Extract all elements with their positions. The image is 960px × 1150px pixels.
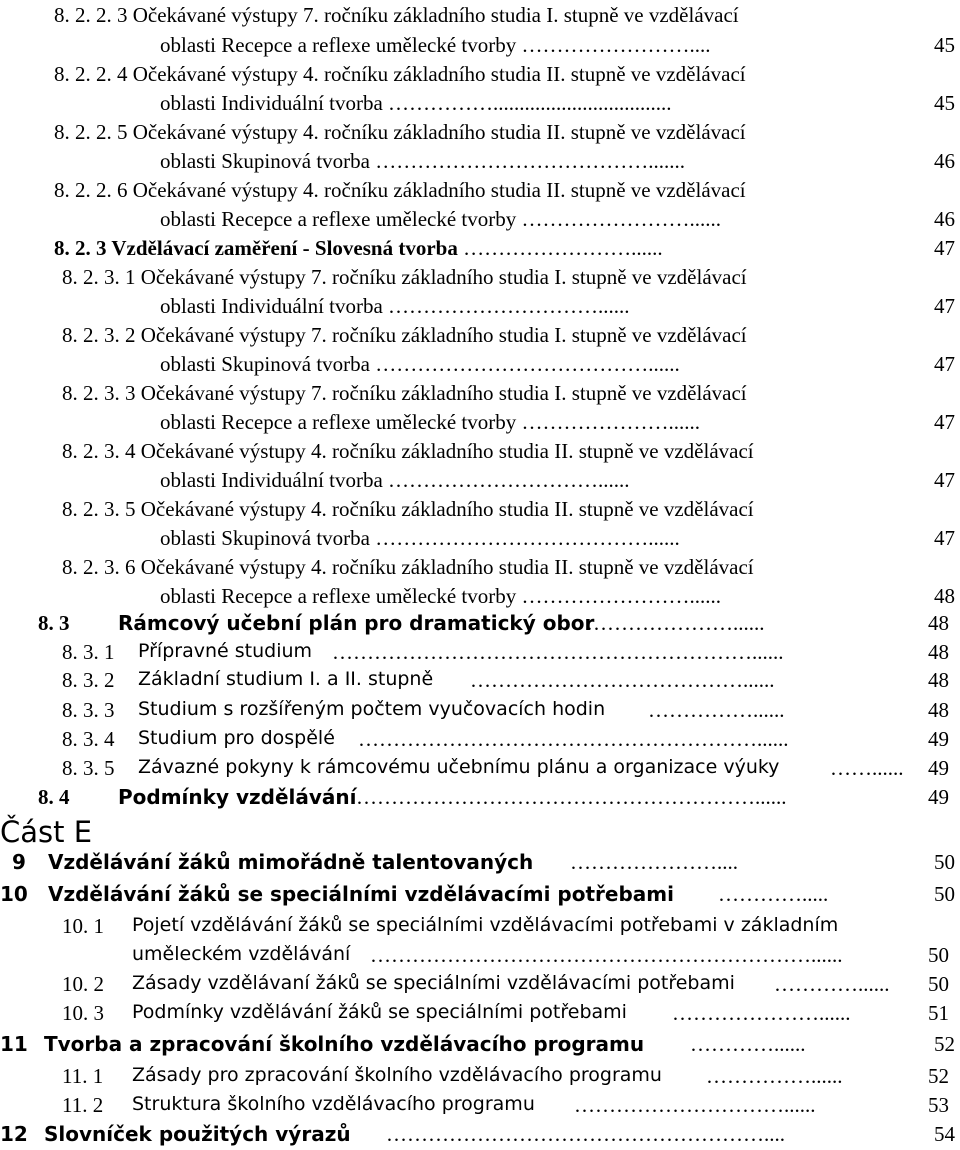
toc-entry-title-cont: oblasti Individuální tvorba	[160, 91, 383, 115]
toc-entry-title: Závazné pokyny k rámcovému učebnímu plánu a organizace výuky	[138, 756, 780, 778]
toc-entry-number: 12	[0, 1122, 28, 1146]
toc-entry-10-1-line1[interactable]	[62, 914, 839, 938]
toc-leader: …………………......	[586, 611, 765, 635]
toc-entry-number: 10	[0, 882, 28, 906]
toc-entry-number: 8. 2. 2. 3	[54, 3, 128, 27]
toc-leader: …………......	[774, 972, 890, 996]
toc-entry-title: Očekávané výstupy 4. ročníku základního studia II. stupně ve vzdělávací	[132, 120, 746, 144]
toc-entry-title: Pojetí vzdělávání žáků se speciálními vzdělávacími potřebami v základním	[132, 914, 839, 936]
toc-page-number: 51	[928, 1001, 949, 1025]
toc-leader: ……………………......	[521, 207, 721, 231]
toc-leader: ……………………......	[463, 236, 663, 260]
toc-leader: …………………………......	[388, 468, 630, 492]
toc-entry-8-2-3-3-line2[interactable]	[160, 412, 960, 433]
toc-entry-title: Očekávané výstupy 7. ročníku základního studia I. stupně ve vzdělávací	[140, 323, 747, 347]
toc-entry-8-3-1[interactable]	[62, 642, 960, 663]
toc-entry-title-cont: oblasti Recepce a reflexe umělecké tvorby	[160, 410, 517, 434]
toc-entry-number: 8. 3. 5	[62, 756, 115, 780]
toc-page-number: 48	[928, 640, 949, 664]
toc-entry-title: Očekávané výstupy 4. ročníku základního studia II. stupně ve vzdělávací	[140, 497, 754, 521]
toc-leader: ……………......	[706, 1064, 843, 1088]
toc-entry-8-2-3-1-line2[interactable]	[160, 296, 960, 317]
toc-leader: ………….....	[718, 882, 829, 906]
toc-leader: ……………......	[648, 698, 785, 722]
toc-page-number: 47	[934, 410, 955, 434]
toc-entry-8-2-3-5-line2[interactable]	[160, 528, 960, 549]
part-heading: Část E	[0, 815, 93, 849]
toc-entry-title: Očekávané výstupy 4. ročníku základního studia II. stupně ve vzdělávací	[132, 62, 746, 86]
toc-entry-10-2[interactable]	[62, 974, 960, 995]
toc-leader: …………......	[690, 1032, 806, 1056]
toc-entry-title: Vzdělávací zaměření - Slovesná tvorba	[111, 236, 458, 260]
toc-entry-8-2-2-3-line1[interactable]	[54, 5, 739, 26]
toc-entry-8-2-2-3-line2[interactable]	[160, 35, 960, 56]
toc-entry-title: Studium pro dospělé	[138, 727, 335, 749]
toc-page-number: 47	[934, 352, 955, 376]
toc-entry-title-cont: oblasti Recepce a reflexe umělecké tvorby	[160, 207, 517, 231]
toc-entry-title: Přípravné studium	[138, 640, 313, 662]
toc-entry-title: Podmínky vzdělávání žáků se speciálními potřebami	[132, 1001, 627, 1023]
toc-entry-10-1-line2[interactable]	[132, 943, 960, 967]
toc-entry-8-2-3-6-line2[interactable]	[160, 586, 960, 607]
toc-entry-number: 8. 2. 3. 3	[62, 381, 136, 405]
toc-page-number: 54	[934, 1122, 955, 1146]
toc-entry-number: 8. 3. 3	[62, 698, 115, 722]
toc-entry-title-cont: oblasti Individuální tvorba	[160, 468, 383, 492]
toc-leader: ………………………………….......	[375, 149, 685, 173]
toc-leader: ……………………………………………………......	[332, 640, 784, 664]
toc-entry-title: Studium s rozšířeným počtem vyučovacích hodin	[138, 698, 606, 720]
toc-entry-8-3[interactable]	[38, 613, 960, 634]
toc-entry-8-2-2-5-line2[interactable]	[160, 151, 960, 172]
toc-entry-8-2-2-4-line2[interactable]	[160, 93, 960, 114]
toc-entry-10[interactable]	[0, 884, 960, 905]
toc-entry-8-2-2-6-line2[interactable]	[160, 209, 960, 230]
toc-page-number: 49	[928, 785, 949, 809]
toc-entry-title-cont: oblasti Skupinová tvorba	[160, 526, 370, 550]
toc-leader: ……………..................................	[388, 91, 672, 115]
toc-entry-number: 8. 2. 3. 5	[62, 497, 136, 521]
toc-page-number: 46	[934, 207, 955, 231]
toc-entry-title: Vzdělávání žáků mimořádně talentovaných	[48, 850, 534, 874]
toc-entry-number: 9	[12, 850, 26, 874]
toc-page-number: 48	[934, 584, 955, 608]
toc-entry-number: 8. 2. 3. 2	[62, 323, 136, 347]
toc-entry-title-cont: oblasti Recepce a reflexe umělecké tvorby	[160, 584, 517, 608]
toc-page-number: 47	[934, 294, 955, 318]
toc-entry-8-2-3-1-line1[interactable]	[62, 267, 747, 288]
toc-entry-title-cont: uměleckém vzdělávání	[132, 943, 351, 965]
toc-leader: ………………………………………………………......	[370, 943, 843, 967]
toc-entry-title: Očekávané výstupy 7. ročníku základního studia I. stupně ve vzdělávací	[140, 265, 747, 289]
toc-entry-title-cont: oblasti Individuální tvorba	[160, 294, 383, 318]
toc-entry-number: 11. 1	[62, 1064, 104, 1088]
toc-entry-number: 8. 2. 2. 4	[54, 62, 128, 86]
toc-entry-8-2-3-3-line1[interactable]	[62, 383, 747, 404]
toc-entry-number: 8. 2. 3. 6	[62, 555, 136, 579]
toc-entry-number: 8. 4	[38, 785, 70, 809]
toc-entry-number: 11. 2	[62, 1093, 104, 1117]
toc-entry-8-3-4[interactable]	[62, 729, 960, 750]
toc-entry-title: Očekávané výstupy 7. ročníku základního studia I. stupně ve vzdělávací	[132, 3, 739, 27]
toc-leader: …………………………………………………......	[358, 727, 789, 751]
toc-entry-number: 8. 3. 4	[62, 727, 115, 751]
toc-entry-8-4[interactable]	[38, 787, 960, 808]
toc-page-number: 48	[928, 668, 949, 692]
toc-leader: …………………......	[521, 410, 700, 434]
toc-entry-number: 8. 2. 2. 5	[54, 120, 128, 144]
toc-entry-number: 8. 2. 3	[54, 236, 107, 260]
toc-entry-title-cont: oblasti Skupinová tvorba	[160, 352, 370, 376]
toc-entry-title: Vzdělávání žáků se speciálními vzdělávacími potřebami	[48, 882, 674, 906]
toc-leader: …………………......	[672, 1001, 851, 1025]
toc-leader: …………………....	[570, 850, 738, 874]
toc-entry-8-2-3-6-line1[interactable]	[62, 557, 754, 578]
toc-page-number: 50	[934, 850, 955, 874]
toc-page-number: 50	[928, 943, 949, 967]
toc-entry-title: Rámcový učební plán pro dramatický obor	[118, 611, 595, 635]
toc-page-number: 47	[934, 236, 955, 260]
toc-entry-11[interactable]	[0, 1034, 960, 1055]
toc-page-number: 48	[928, 611, 949, 635]
toc-entry-8-2-2-5-line1[interactable]	[54, 122, 746, 143]
toc-page-number: 50	[928, 972, 949, 996]
toc-page-number: 47	[934, 468, 955, 492]
toc-page-number: 49	[928, 756, 949, 780]
toc-entry-9[interactable]	[12, 852, 960, 873]
toc-entry-8-2-2-4-line1[interactable]	[54, 64, 746, 85]
toc-entry-number: 10. 1	[62, 914, 104, 938]
toc-entry-title: Slovníček použitých výrazů	[44, 1122, 351, 1146]
toc-entry-number: 10. 3	[62, 1001, 104, 1025]
toc-leader: ……………………....	[521, 33, 711, 57]
toc-entry-11-2[interactable]	[62, 1095, 960, 1116]
toc-entry-8-2-2-6-line1[interactable]	[54, 180, 746, 201]
toc-page-number: 50	[934, 882, 955, 906]
toc-page-number: 47	[934, 526, 955, 550]
toc-entry-number: 11	[0, 1032, 28, 1056]
toc-page-number: 45	[934, 91, 955, 115]
toc-leader: …………………………………………………......	[356, 785, 787, 809]
toc-entry-title: Očekávané výstupy 4. ročníku základního studia II. stupně ve vzdělávací	[140, 555, 754, 579]
toc-entry-number: 8. 3	[38, 611, 70, 635]
toc-entry-8-2-3-4-line1[interactable]	[62, 441, 754, 462]
toc-entry-12[interactable]	[0, 1124, 960, 1145]
toc-entry-number: 8. 3. 2	[62, 668, 115, 692]
toc-leader: …………………………………......	[375, 352, 680, 376]
toc-entry-title-cont: oblasti Skupinová tvorba	[160, 149, 370, 173]
toc-leader: ………………………………………………....	[386, 1122, 785, 1146]
toc-entry-title: Podmínky vzdělávání	[118, 785, 357, 809]
toc-entry-number: 8. 3. 1	[62, 640, 115, 664]
toc-entry-number: 8. 2. 3. 4	[62, 439, 136, 463]
toc-page-number: 49	[928, 727, 949, 751]
toc-entry-number: 10. 2	[62, 972, 104, 996]
toc-entry-8-2-3-4-line2[interactable]	[160, 470, 960, 491]
toc-entry-number: 8. 2. 3. 1	[62, 265, 136, 289]
toc-entry-title: Zásady vzdělávaní žáků se speciálními vzdělávacími potřebami	[132, 972, 735, 994]
toc-leader: …………………………………......	[470, 668, 775, 692]
toc-leader: …………………………......	[574, 1093, 816, 1117]
toc-page-number: 46	[934, 149, 955, 173]
toc-entry-8-2-3-5-line1[interactable]	[62, 499, 754, 520]
toc-entry-title: Tvorba a zpracování školního vzdělávacího programu	[44, 1032, 645, 1056]
toc-entry-title: Očekávané výstupy 4. ročníku základního studia II. stupně ve vzdělávací	[132, 178, 746, 202]
toc-page-number: 45	[934, 33, 955, 57]
toc-page-number: 52	[928, 1064, 949, 1088]
toc-leader: …………………………………......	[375, 526, 680, 550]
toc-entry-title: Zásady pro zpracování školního vzdělávacího programu	[132, 1064, 662, 1086]
toc-entry-8-3-3[interactable]	[62, 700, 960, 721]
toc-entry-8-2-3-2-line1[interactable]	[62, 325, 747, 346]
toc-entry-title: Očekávané výstupy 4. ročníku základního studia II. stupně ve vzdělávací	[140, 439, 754, 463]
toc-entry-10-3[interactable]	[62, 1003, 960, 1024]
toc-entry-8-3-2[interactable]	[62, 670, 960, 691]
toc-entry-title-cont: oblasti Recepce a reflexe umělecké tvorby	[160, 33, 517, 57]
toc-entry-title: Struktura školního vzdělávacího programu	[132, 1093, 535, 1115]
toc-entry-title: Základní studium I. a II. stupně	[138, 668, 434, 690]
toc-entry-title: Očekávané výstupy 7. ročníku základního studia I. stupně ve vzdělávací	[140, 381, 747, 405]
toc-entry-8-2-3[interactable]	[54, 238, 960, 259]
toc-entry-8-3-5[interactable]	[62, 758, 960, 779]
toc-leader: ……………………......	[521, 584, 721, 608]
toc-page-number: 52	[934, 1032, 955, 1056]
toc-page-number: 53	[928, 1093, 949, 1117]
toc-entry-8-2-3-2-line2[interactable]	[160, 354, 960, 375]
toc-page-number: 48	[928, 698, 949, 722]
toc-entry-11-1[interactable]	[62, 1066, 960, 1087]
toc-leader: ……......	[830, 756, 904, 780]
toc-leader: …………………………......	[388, 294, 630, 318]
toc-entry-number: 8. 2. 2. 6	[54, 178, 128, 202]
